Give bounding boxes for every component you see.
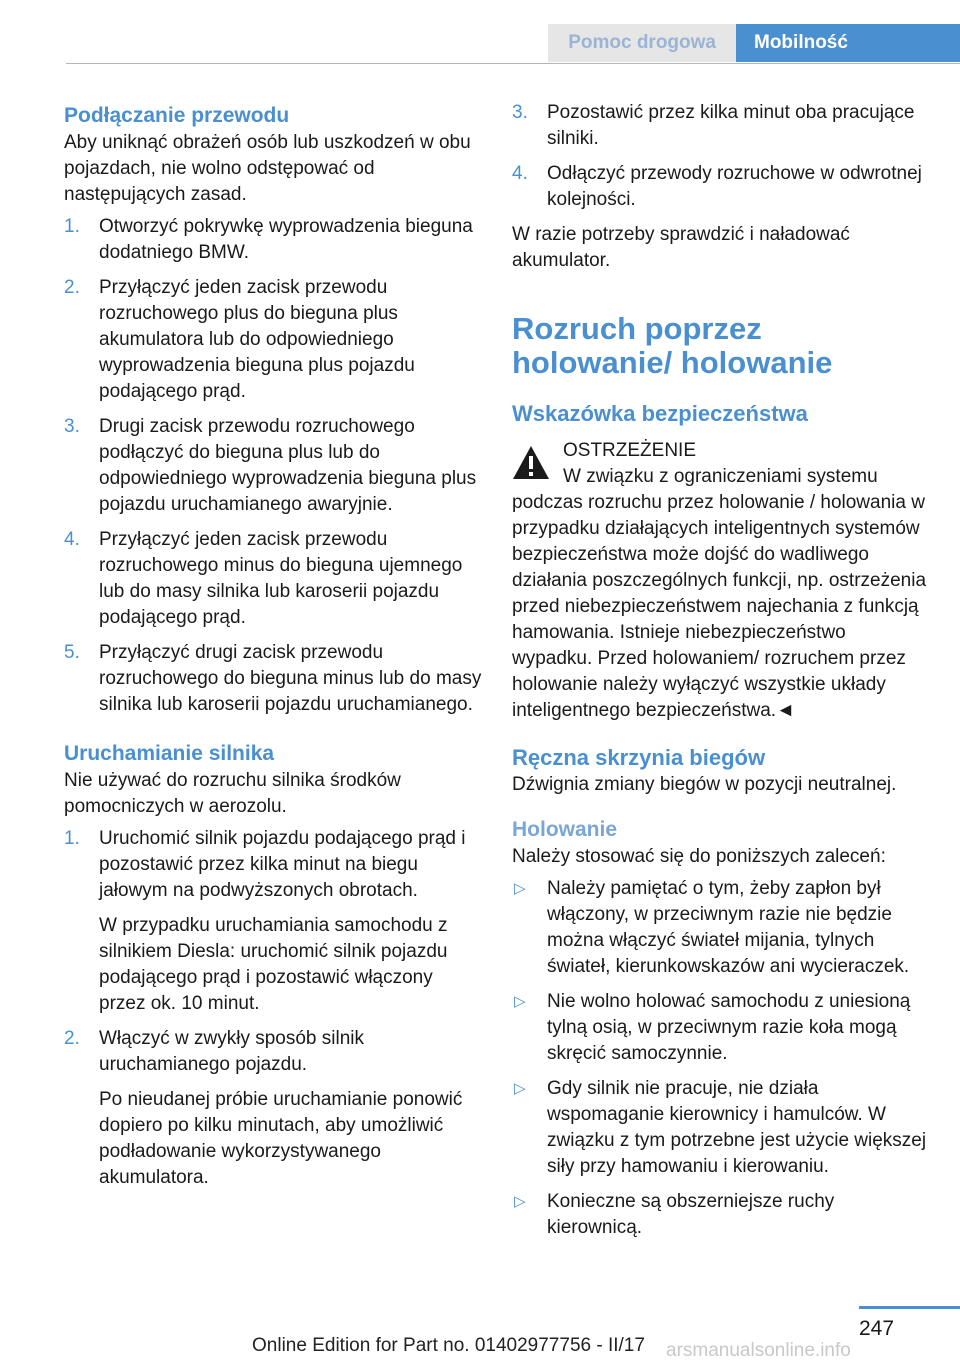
chapter-tab: Mobilność <box>736 24 960 62</box>
towing-bullets <box>512 876 930 1241</box>
warning-triangle-icon <box>512 444 550 482</box>
bullet-triangle-icon: ▷ <box>514 880 526 897</box>
warning-label: OSTRZEŻENIE <box>563 440 697 461</box>
intro-paragraph: Aby uniknąć obrażeń osób lub uszkodzeń w obu pojazdach, nie wolno odstępować od następujących zasad. <box>64 132 471 205</box>
manual-gearbox-text: Dźwignia zmiany biegów w pozycji neutralnej. <box>512 774 897 795</box>
connection-steps <box>64 214 482 718</box>
heading-engine-start: Uruchamianie silnika <box>64 742 275 765</box>
list-item: ▷ Nie wolno holować samochodu z uniesioną tylną osią, w przeciwnym razie koła mogą skręcić samoczynnie. <box>514 991 911 1064</box>
warning-box <box>512 438 930 724</box>
section-title: Rozruch poprzez holowanie/ holowanie <box>512 311 833 380</box>
heading-cable-connection: Podłączanie przewodu <box>64 104 290 127</box>
step-note: W przypadku uruchamiania samochodu z silnikiem Diesla: uruchomić silnik pojazdu podającego prąd i pozostawić włączony przez ok. 10 minut. <box>99 915 448 1014</box>
list-item: 5. Przyłączyć drugi zacisk przewodu rozruchowego do bieguna minus lub do masy silnika lub karoserii pojazdu uruchamianego. <box>64 642 482 715</box>
list-item: 1. Otworzyć pokrywkę wyprowadzenia bieguna dodatniego BMW. <box>64 216 473 263</box>
warning-text: W związku z ograniczeniami systemu podczas rozruchu przez holowanie / holowania w przypadku działających inteligentnych systemów bezpieczeństwa może dojść do wadliwego działania poszczególnych funkcji, np. ostrzeżenia przed niebezpieczeństwem najechania z funkcją hamowania. Istnieje niebezpieczeństwo wypadku. Przed holowaniem/ rozruchem przez holowanie należy wyłączyć wszystkie układy inteligentnego bezpieczeństwa.◄ <box>512 466 927 721</box>
engine-start-intro: Nie używać do rozruchu silnika środków pomocniczych w aerozolu. <box>64 770 401 817</box>
engine-start-steps <box>64 826 482 1191</box>
list-item: 3. Drugi zacisk przewodu rozruchowego podłączyć do bieguna plus lub do odpowiedniego wyprowadzenia bieguna plus pojazdu uruchamianego awaryjnie. <box>64 416 477 515</box>
heading-safety: Wskazówka bezpieczeństwa <box>512 401 808 426</box>
bullet-triangle-icon: ▷ <box>514 993 526 1010</box>
list-item: ▷ Konieczne są obszerniejsze ruchy kierownicą. <box>514 1191 835 1238</box>
section-tab: Pomoc drogowa <box>548 24 736 62</box>
heading-towing: Holowanie <box>512 818 618 841</box>
list-item: 2. Przyłączyć jeden zacisk przewodu rozruchowego plus do bieguna plus akumulatora lub do odpowiedniego wyprowadzenia bieguna plus pojazdu podającego prąd. <box>64 277 415 402</box>
continued-steps <box>512 100 930 213</box>
list-item: ▷ Gdy silnik nie pracuje, nie działa wspomaganie kierownicy i hamulców. W związku z tym potrzebne jest użycie większej siły przy hamowaniu i kierowaniu. <box>514 1078 927 1177</box>
list-item: 4. Odłączyć przewody rozruchowe w odwrotnej kolejności. <box>512 163 922 210</box>
right-column <box>512 100 930 1250</box>
towing-intro: Należy stosować się do poniższych zaleceń: <box>512 846 886 867</box>
battery-note: W razie potrzeby sprawdzić i naładować akumulator. <box>512 224 850 271</box>
left-column <box>64 102 482 1200</box>
list-item: 4. Przyłączyć jeden zacisk przewodu rozruchowego minus do bieguna ujemnego lub do masy silnika lub karoserii pojazdu podającego prąd. <box>64 529 463 628</box>
edition-note: Online Edition for Part no. 01402977756 - II/17 <box>252 1335 645 1356</box>
heading-manual-gearbox: Ręczna skrzynia biegów <box>512 745 766 770</box>
list-item: 2. Włączyć w zwykły sposób silnik uruchamianego pojazdu. Po nieudanej próbie uruchamianie ponowić dopiero po kilku minutach, aby umożliwić podładowanie wykorzystywanego akumulatora. <box>64 1026 482 1191</box>
watermark: arsmanualsonline.info <box>666 1340 851 1361</box>
page-header <box>0 24 960 64</box>
bullet-triangle-icon: ▷ <box>514 1080 526 1097</box>
list-item: 3. Pozostawić przez kilka minut oba pracujące silniki. <box>512 102 915 149</box>
list-item: 1. Uruchomić silnik pojazdu podającego prąd i pozostawić przez kilka minut na biegu jałowym na podwyższonych obrotach. W przypadku uruchamiania samochodu z silnikiem Diesla: uruchomić silnik pojazdu podającego prąd i pozostawić włączony przez ok. 10 minut. <box>64 826 482 1017</box>
header-divider <box>66 63 960 64</box>
footer-divider <box>859 1306 960 1309</box>
step-note: Po nieudanej próbie uruchamianie ponowić dopiero po kilku minutach, aby umożliwić podładowanie wykorzystywanego akumulatora. <box>99 1089 463 1188</box>
page-number: 247 <box>859 1317 895 1340</box>
bullet-triangle-icon: ▷ <box>514 1193 526 1210</box>
list-item: ▷ Należy pamiętać o tym, żeby zapłon był włączony, w przeciwnym razie nie będzie można włączyć świateł mijania, tylnych świateł, kierunkowskazów ani wycieraczek. <box>514 878 910 977</box>
